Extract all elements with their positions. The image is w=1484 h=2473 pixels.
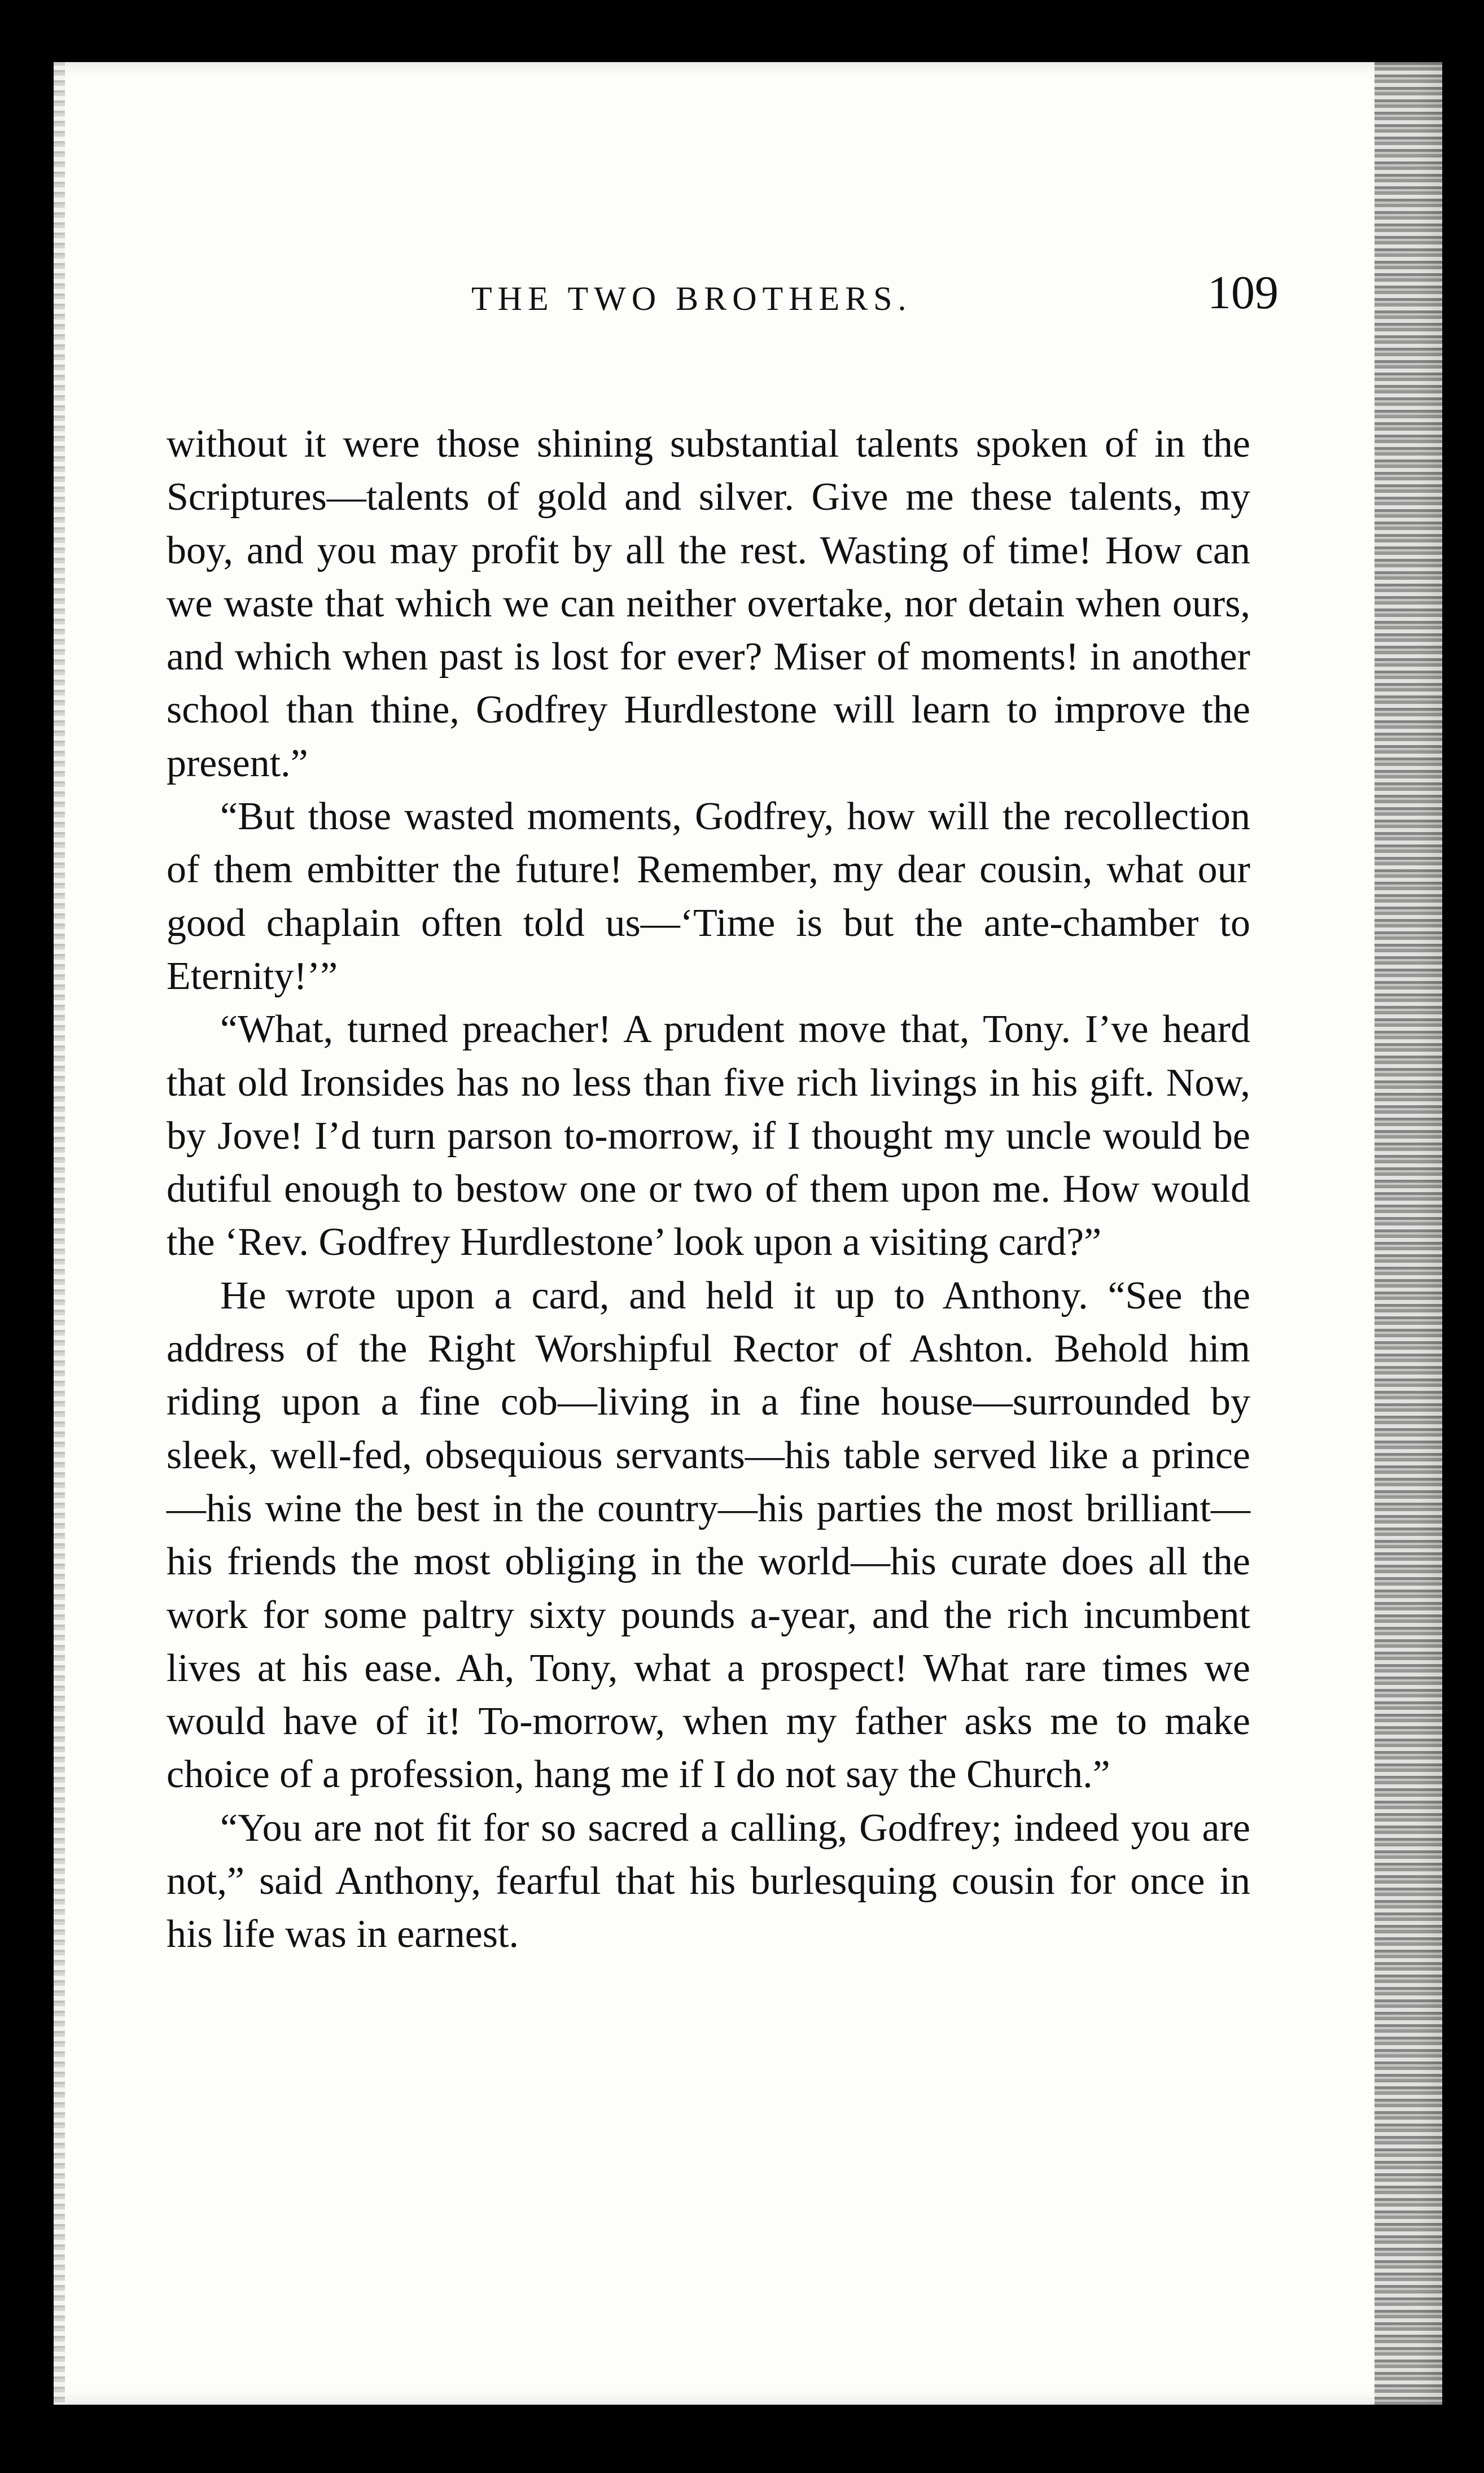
paragraph-2: “But those wasted moments, Godfrey, how will the recollection of them embitter the future! Remember, my dear cousin, what our good chaplain often told us—‘Time is but the ante-chamber to Eternity!’” [167,795,1250,998]
paragraph-5: “You are not fit for so sacred a calling, Godfrey; indeed you are not,” said Anthony, fearful that his burlesquing cousin for once in his life was in earnest. [167,1806,1250,1956]
page-number: 109 [1207,266,1279,319]
running-title: THE TWO BROTHERS. [471,280,912,317]
paragraph-1: without it were those shining substantial talents spoken of in the Scriptures—talents of gold and silver. Give me these talents, my boy, and you may profit by all the rest. Wasting of time! How can we waste that which we can neither overtake, nor detain when ours, and which when past is lost for ever? Miser of moments! in another school than thine, Godfrey Hurdlestone will learn to improve the present.” [167,422,1250,785]
page-fore-edge [1374,62,1442,2405]
page-binding-edge [54,62,65,2405]
paragraph-4: He wrote upon a card, and held it up to Anthony. “See the address of the Right Worshipful Rector of Ashton. Behold him riding upon a fine cob—living in a fine house—surrounded by sleek, well-fed, obsequious servants—his table served like a prince—his wine the best in the country—his parties the most brilliant—his friends the most obliging in the world—his curate does all the work for some paltry sixty pounds a-year, and the rich incumbent lives at his ease. Ah, Tony, what a prospect! What rare times we would have of it! To-morrow, when my father asks me to make choice of a profession, hang me if I do not say the Church.” [167,1273,1250,1797]
paragraph-3: “What, turned preacher! A prudent move that, Tony. I’ve heard that old Ironsides has no less than five rich livings in his gift. Now, by Jove! I’d turn parson to-morrow, if I thought my uncle would be dutiful enough to bestow one or two of them upon me. How would the ‘Rev. Godfrey Hurdlestone’ look upon a visiting card?” [167,1008,1250,1264]
body-text [167,418,1250,1962]
page-header [418,266,1279,342]
